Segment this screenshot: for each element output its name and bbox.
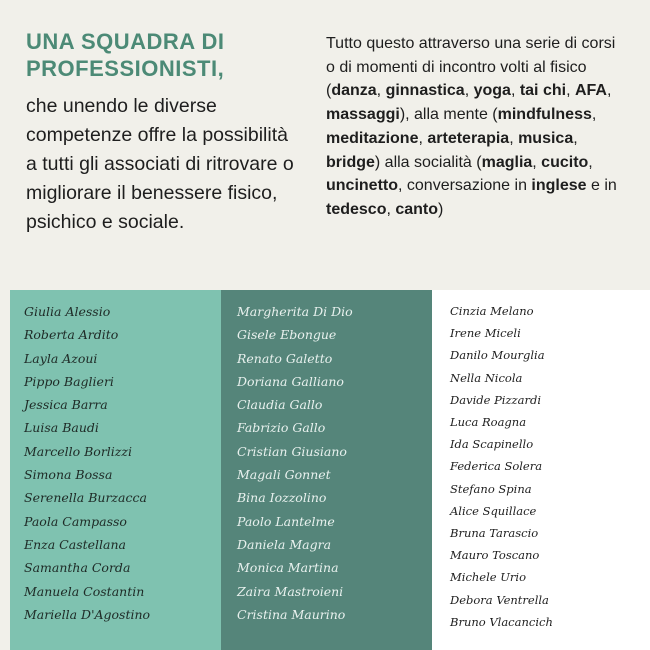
description-text: , (376, 82, 386, 100)
member-name: Ida Scapinello (450, 437, 534, 452)
member-name: Bruno Vlacancich (450, 614, 553, 629)
member-name: Mariella D'Agostino (24, 606, 151, 622)
member-name: Bina Iozzolino (237, 490, 327, 506)
activity-keyword: massaggi (326, 106, 400, 124)
description-text: ) alla socialità ( (374, 153, 482, 171)
member-name: Alice Squillace (450, 503, 537, 518)
description-text: , (386, 200, 396, 218)
member-name: Samantha Corda (24, 560, 131, 576)
description-text: , (573, 129, 578, 147)
member-name: Fabrizio Gallo (237, 420, 326, 436)
activity-keyword: tedesco (326, 200, 387, 218)
activity-keyword: arteterapia (427, 129, 510, 147)
activity-keyword: mindfulness (497, 106, 592, 124)
member-name: Zaira Mastroieni (237, 583, 344, 599)
description-text: e in (586, 177, 617, 195)
member-name: Nella Nicola (450, 370, 523, 385)
names-column-2 (221, 290, 432, 650)
activity-keyword: ginnastica (385, 82, 465, 100)
member-name: Claudia Gallo (237, 397, 323, 413)
description-text: , (464, 82, 474, 100)
description-text: Tutto questo attraverso una serie di corsi o di momenti di incontro volti al fisico ( (326, 35, 616, 100)
intro-section (0, 0, 650, 290)
names-column-1 (10, 290, 221, 650)
activity-keyword: meditazione (326, 129, 419, 147)
activities-description (326, 32, 626, 222)
section-heading (26, 28, 296, 82)
members-list (0, 290, 650, 650)
description-text: , (566, 82, 575, 100)
member-name: Debora Ventrella (450, 592, 549, 607)
description-text: ), alla mente ( (399, 106, 498, 124)
member-name: Stefano Spina (450, 481, 532, 496)
member-name: Danilo Mourglia (450, 348, 545, 363)
activity-keyword: AFA (574, 82, 607, 100)
lead-text: che unendo le diverse competenze offre la possibilità a tutti gli associati di ritrovare o migliorare il benessere fisico, psichico e sociale. (26, 95, 294, 233)
description-text: , (606, 82, 612, 100)
member-name: Giulia Alessio (24, 304, 111, 319)
member-name: Layla Azoui (24, 350, 98, 366)
activity-keyword: tai chi (519, 82, 567, 100)
member-name: Luisa Baudi (24, 420, 99, 436)
member-name: Gisele Ebongue (237, 327, 337, 343)
member-name: Doriana Galliano (237, 373, 344, 389)
description-text: , (588, 153, 593, 171)
member-name: Michele Urio (450, 570, 527, 585)
activity-keyword: uncinetto (326, 177, 398, 195)
description-text: ) (438, 200, 444, 218)
activity-keyword: yoga (473, 82, 511, 100)
activity-keyword: canto (395, 200, 439, 218)
member-name: Jessica Barra (24, 397, 108, 413)
member-name: Federica Solera (450, 459, 543, 474)
member-name: Daniela Magra (237, 536, 332, 552)
member-name: Roberta Ardito (24, 327, 119, 343)
member-name: Pippo Baglieri (24, 373, 114, 389)
member-name: Magali Gonnet (237, 467, 331, 483)
member-name: Cristina Maurino (237, 606, 346, 622)
activity-keyword: inglese (531, 177, 587, 195)
member-name: Irene Miceli (450, 326, 521, 341)
member-name: Paolo Lantelme (237, 513, 335, 529)
description-text: , (510, 82, 520, 100)
description-text: , (418, 129, 428, 147)
activity-keyword: cucito (541, 153, 589, 171)
description-text: , (532, 153, 542, 171)
activity-keyword: danza (331, 82, 377, 100)
description-text: , (591, 106, 597, 124)
description-text: , (509, 129, 519, 147)
member-name: Paola Campasso (24, 513, 127, 529)
member-name: Enza Castellana (24, 536, 126, 552)
member-name: Serenella Burzacca (24, 490, 147, 506)
member-name: Mauro Toscano (450, 548, 540, 563)
member-name: Manuela Costantin (24, 583, 145, 599)
member-name: Marcello Borlizzi (24, 443, 132, 459)
member-name: Luca Roagna (450, 415, 527, 430)
member-name: Cinzia Melano (450, 304, 534, 318)
heading-line-1: UNA SQUADRA DI (26, 29, 225, 54)
member-name: Margherita Di Dio (237, 304, 353, 319)
member-name: Monica Martina (237, 560, 339, 576)
member-name: Simona Bossa (24, 467, 113, 483)
activity-keyword: musica (518, 129, 574, 147)
activity-keyword: bridge (326, 153, 375, 171)
heading-line-2: PROFESSIONISTI, (26, 56, 225, 81)
member-name: Renato Galetto (237, 350, 333, 366)
member-name: Davide Pizzardi (450, 392, 542, 407)
member-name: Cristian Giusiano (237, 443, 347, 459)
activity-keyword: maglia (481, 153, 533, 171)
member-name: Bruna Tarascio (450, 526, 539, 541)
description-text: , conversazione in (398, 177, 532, 195)
names-column-3 (432, 290, 650, 650)
